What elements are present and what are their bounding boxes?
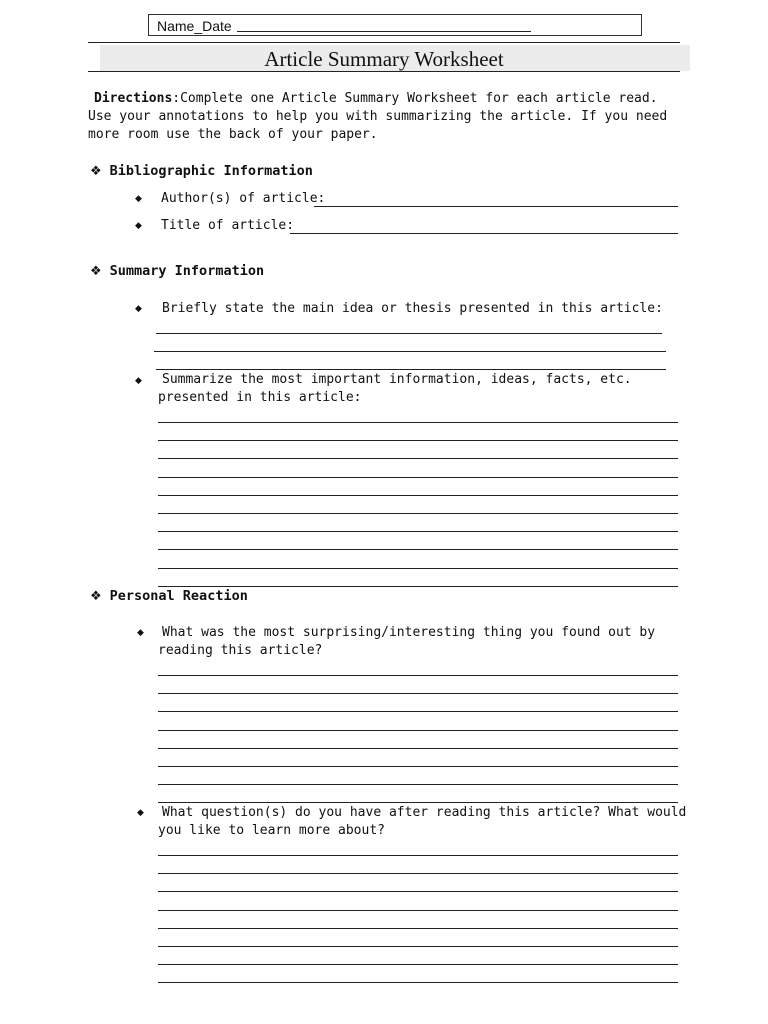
directions-line-2: Use your annotations to help you with summarizing the article. If you need xyxy=(88,109,668,124)
questions-answer-line[interactable] xyxy=(158,928,678,929)
surprising-prompt-2: reading this article? xyxy=(158,643,323,658)
questions-answer-line[interactable] xyxy=(158,946,678,947)
bullet-icon: ◆ xyxy=(135,304,142,314)
title-top-rule xyxy=(88,42,680,43)
bullet-icon: ◆ xyxy=(135,221,142,231)
important-info-answer-line[interactable] xyxy=(158,568,678,569)
bullet-icon: ◆ xyxy=(135,194,142,204)
important-info-answer-line[interactable] xyxy=(158,458,678,459)
important-info-answer-line[interactable] xyxy=(158,513,678,514)
questions-answer-line[interactable] xyxy=(158,982,678,983)
important-info-prompt-1: Summarize the most important information, ideas, facts, etc. xyxy=(162,372,632,387)
bullet-icon: ◆ xyxy=(137,808,144,818)
surprising-prompt-1: What was the most surprising/interesting thing you found out by xyxy=(162,625,656,640)
important-info-answer-line[interactable] xyxy=(158,440,678,441)
bullet-icon: ◆ xyxy=(135,376,142,386)
directions-label: Directions xyxy=(94,91,173,106)
reaction-heading xyxy=(90,588,248,604)
reaction-heading-text: Personal Reaction xyxy=(109,588,248,604)
surprising-answer-line[interactable] xyxy=(158,693,678,694)
surprising-answer-line[interactable] xyxy=(158,784,678,785)
name-date-label: Name_Date xyxy=(157,18,232,34)
questions-answer-line[interactable] xyxy=(158,873,678,874)
questions-answer-line[interactable] xyxy=(158,855,678,856)
bullet-icon: ◆ xyxy=(137,628,144,638)
directions-line-1 xyxy=(94,90,658,108)
questions-prompt-2: you like to learn more about? xyxy=(158,823,385,838)
author-answer-line[interactable] xyxy=(314,206,678,207)
directions-text-1: :Complete one Article Summary Worksheet for each article read. xyxy=(172,91,658,106)
surprising-answer-line[interactable] xyxy=(158,711,678,712)
questions-answer-line[interactable] xyxy=(158,910,678,911)
summary-heading xyxy=(90,263,264,279)
summary-heading-text: Summary Information xyxy=(109,263,265,279)
surprising-answer-line[interactable] xyxy=(158,766,678,767)
important-info-prompt-2: presented in this article: xyxy=(158,390,362,405)
main-idea-answer-line[interactable] xyxy=(154,351,666,352)
main-idea-prompt: Briefly state the main idea or thesis presented in this article: xyxy=(162,301,663,316)
bibliographic-heading-text: Bibliographic Information xyxy=(109,163,313,179)
important-info-answer-line[interactable] xyxy=(158,531,678,532)
questions-answer-line[interactable] xyxy=(158,964,678,965)
important-info-answer-line[interactable] xyxy=(158,549,678,550)
main-idea-answer-line[interactable] xyxy=(156,369,666,370)
name-date-fill-line[interactable] xyxy=(237,31,531,32)
surprising-answer-line[interactable] xyxy=(158,675,678,676)
page-title: Article Summary Worksheet xyxy=(264,47,504,71)
main-idea-answer-line[interactable] xyxy=(156,333,662,334)
surprising-answer-line[interactable] xyxy=(158,730,678,731)
article-title-label: Title of article: xyxy=(161,218,295,233)
diamond-icon: ❖ xyxy=(90,164,102,179)
title-bottom-rule xyxy=(88,71,680,72)
important-info-answer-line[interactable] xyxy=(158,495,678,496)
surprising-answer-line[interactable] xyxy=(158,748,678,749)
questions-prompt-1: What question(s) do you have after reading this article? What would xyxy=(162,805,687,820)
article-title-answer-line[interactable] xyxy=(290,233,678,234)
bibliographic-heading xyxy=(90,163,313,179)
important-info-answer-line[interactable] xyxy=(158,477,678,478)
questions-answer-line[interactable] xyxy=(158,891,678,892)
important-info-answer-line[interactable] xyxy=(158,422,678,423)
diamond-icon: ❖ xyxy=(90,264,102,279)
author-label: Author(s) of article: xyxy=(161,191,326,206)
important-info-answer-line[interactable] xyxy=(158,586,678,587)
diamond-icon: ❖ xyxy=(90,589,102,604)
name-date-box[interactable] xyxy=(148,14,642,36)
directions-line-3: more room use the back of your paper. xyxy=(88,127,378,142)
